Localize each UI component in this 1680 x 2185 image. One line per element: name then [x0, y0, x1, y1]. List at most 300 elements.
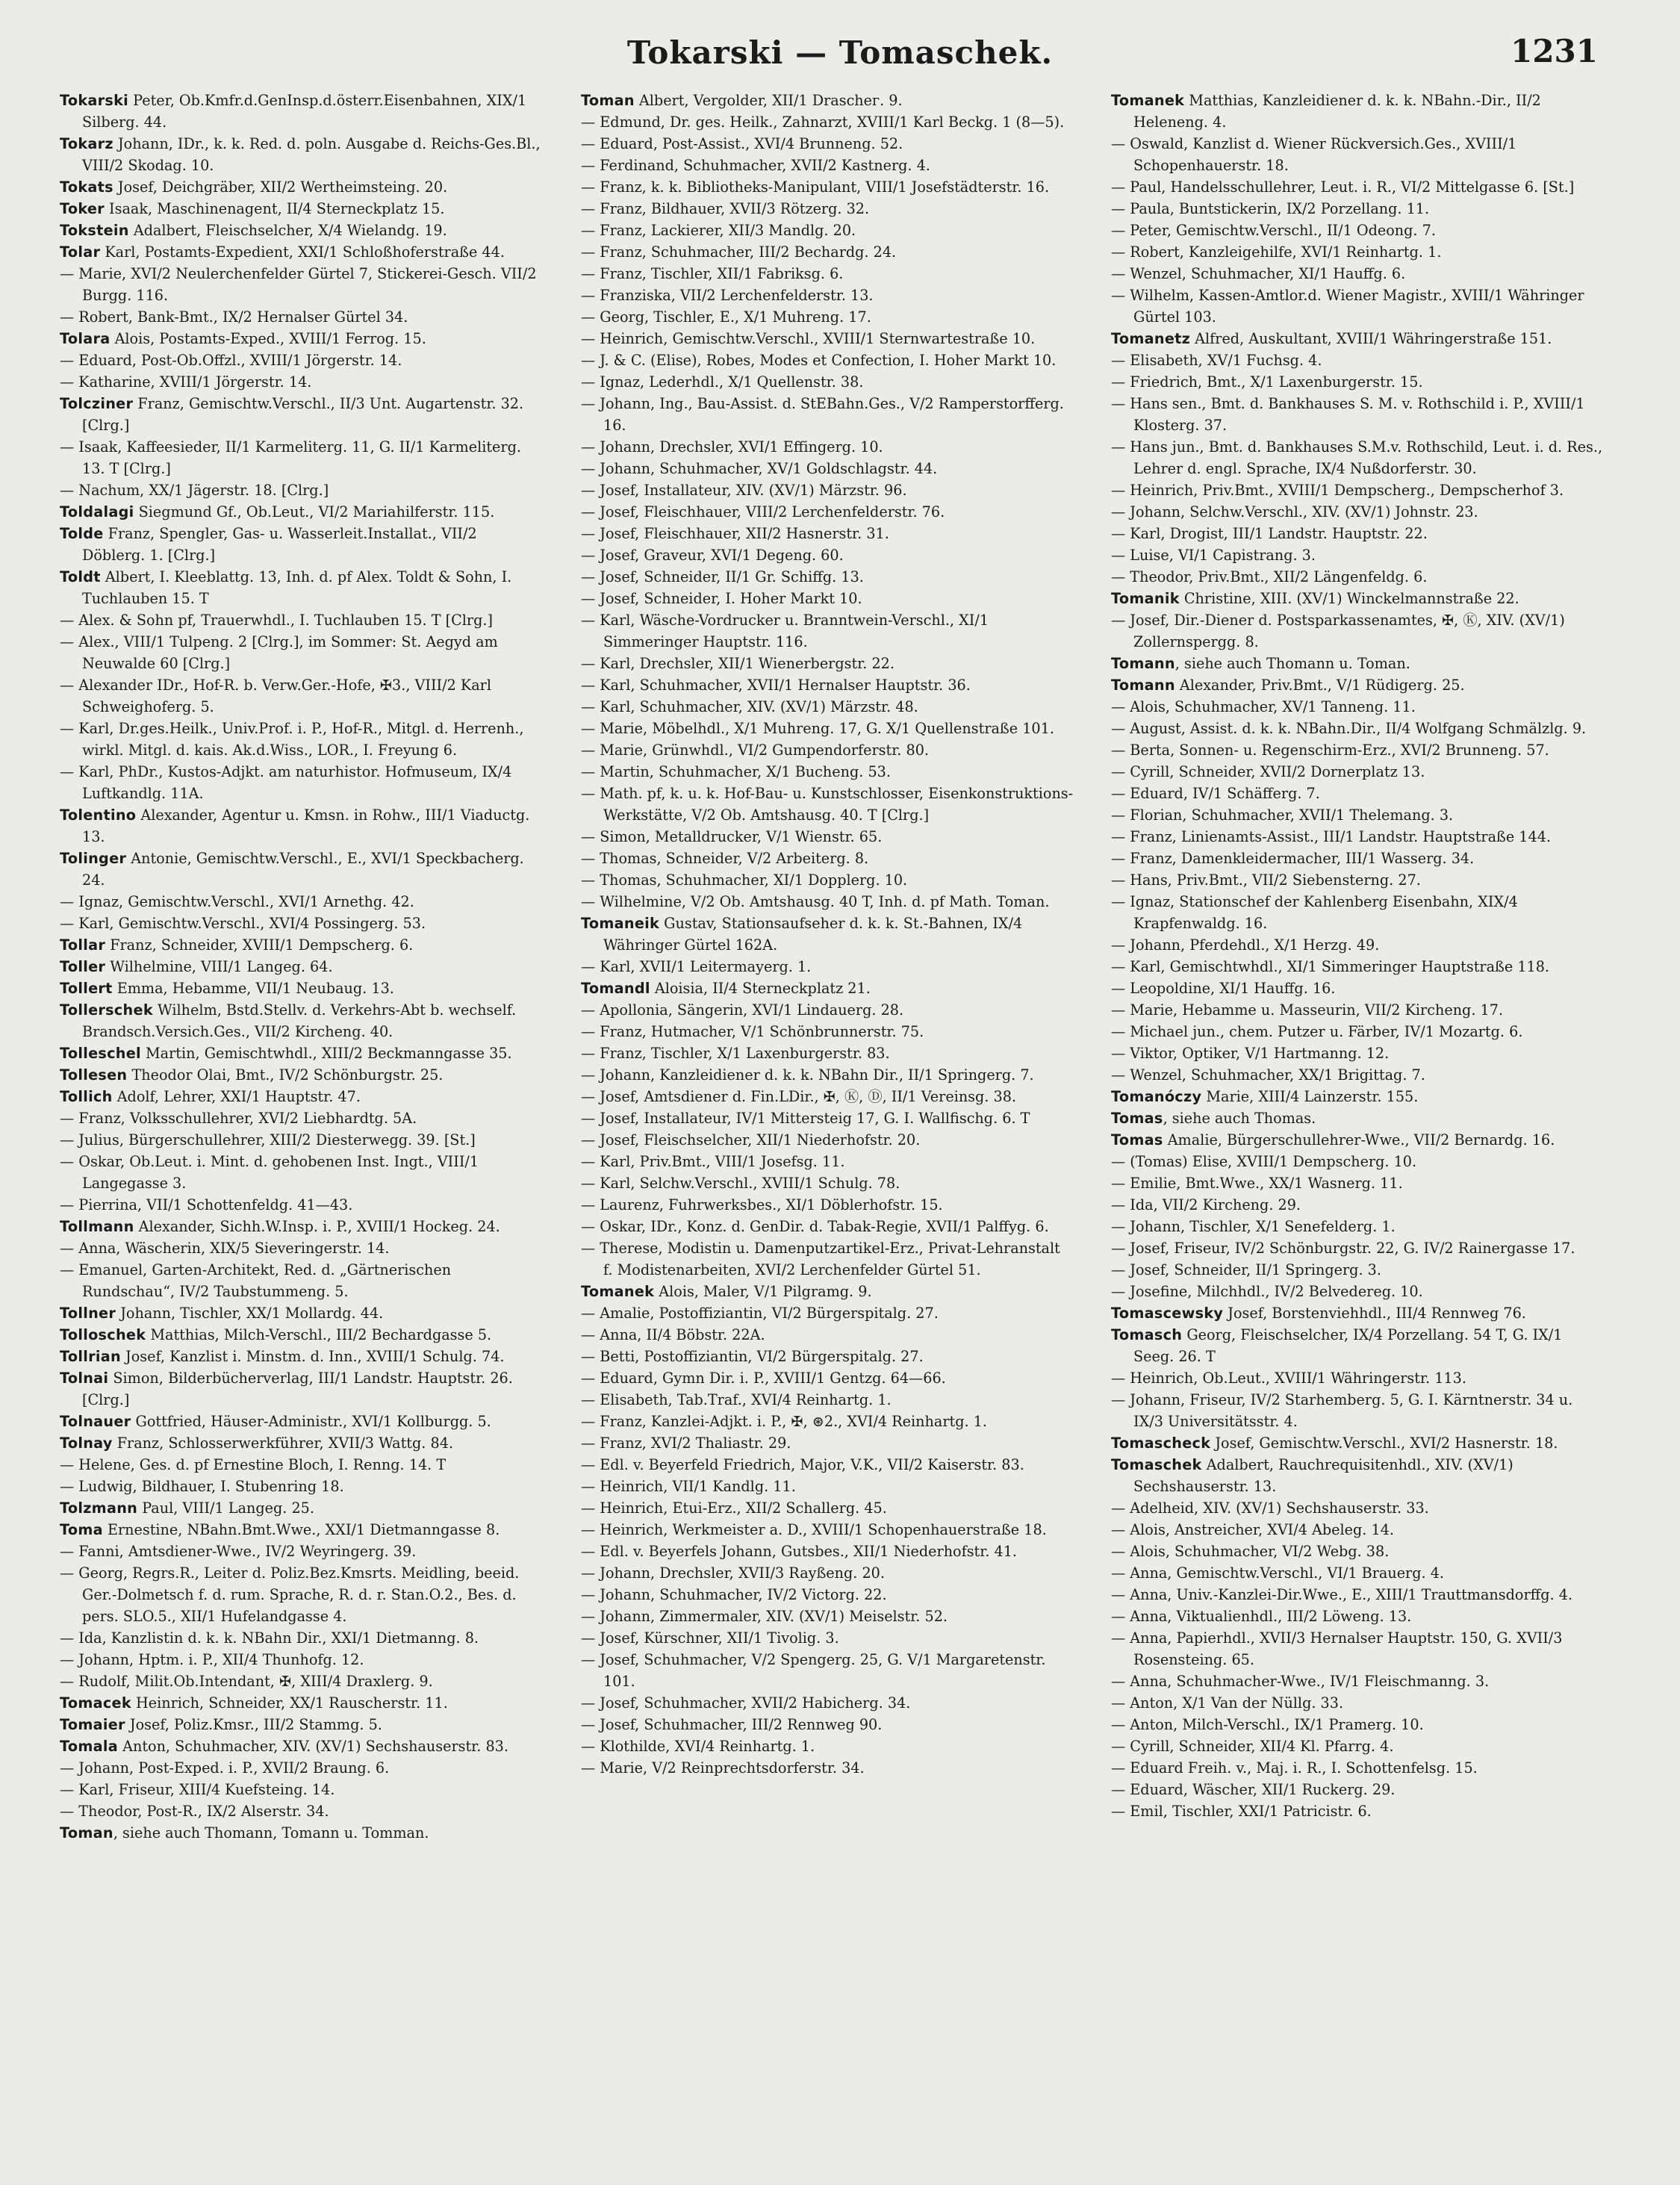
entry-text: — Franz, Volksschullehrer, XVI/2 Liebhardtg. 5A.: [60, 1110, 417, 1127]
entry-text: — Edl. v. Beyerfeld Friedrich, Major, V.K., VII/2 Kaiserstr. 83.: [581, 1456, 1024, 1473]
entry-text: — Karl, Priv.Bmt., VIII/1 Josefsg. 11.: [581, 1153, 845, 1170]
directory-entry: [60, 349, 541, 371]
directory-entry: [60, 999, 541, 1042]
entry-text: — Josef, Schneider, II/1 Springerg. 3.: [1111, 1261, 1381, 1278]
entry-text: Franz, Spengler, Gas- u. Wasserleit.Installat., VII/2 Döblerg. 1. [Clrg.]: [82, 525, 477, 564]
directory-entry: [1111, 1541, 1605, 1562]
entry-text: — Franz, Schuhmacher, III/2 Bechardg. 24.: [581, 243, 897, 261]
directory-entry: [1111, 1151, 1605, 1172]
directory-entry: [581, 674, 1074, 696]
directory-entry: [1111, 566, 1605, 588]
entry-text: — Thomas, Schuhmacher, XI/1 Dopplerg. 10.: [581, 871, 908, 889]
directory-entry: [60, 1476, 541, 1497]
directory-entry: [581, 653, 1074, 674]
directory-entry: [1111, 1324, 1605, 1367]
entry-text: Amalie, Bürgerschullehrer-Wwe., VII/2 Bernardg. 16.: [1163, 1131, 1555, 1149]
entry-text: — Luise, VI/1 Capistrang. 3.: [1111, 547, 1316, 564]
directory-entry: [1111, 891, 1605, 934]
directory-entry: [1111, 1454, 1605, 1497]
directory-entry: [60, 848, 541, 891]
entry-surname: Tomanek: [581, 1283, 655, 1300]
directory-entry: [581, 1194, 1074, 1216]
entry-surname: Toker: [60, 200, 105, 217]
directory-entry: [581, 588, 1074, 609]
directory-entry: [1111, 1172, 1605, 1194]
directory-entry: [581, 263, 1074, 285]
directory-entry: [581, 371, 1074, 393]
entry-text: — Karl, Gemischtwhdl., XI/1 Simmeringer Hauptstraße 118.: [1111, 958, 1550, 975]
directory-entry: [1111, 1757, 1605, 1779]
directory-entry: [581, 1649, 1074, 1692]
entry-text: — Elisabeth, XV/1 Fuchsg. 4.: [1111, 352, 1322, 369]
directory-entry: [1111, 1194, 1605, 1216]
entry-text: — Franz, Damenkleidermacher, III/1 Wasserg. 34.: [1111, 850, 1475, 867]
entry-text: Wilhelm, Bstd.Stellv. d. Verkehrs-Abt b. wechself. Brandsch.Versich.Ges., VII/2 Kircheng. 40.: [82, 1001, 517, 1040]
directory-entry: [60, 1151, 541, 1194]
entry-text: — Johann, Schuhmacher, IV/2 Victorg. 22.: [581, 1586, 887, 1603]
directory-entry: [581, 458, 1074, 479]
entry-text: , siehe auch Thomann u. Toman.: [1175, 655, 1410, 672]
directory-entry: [60, 479, 541, 501]
directory-entry: [60, 1216, 541, 1237]
entry-text: — Johann, Post-Exped. i. P., XVII/2 Braung. 6.: [60, 1759, 390, 1777]
entry-text: — Emil, Tischler, XXI/1 Patricistr. 6.: [1111, 1803, 1372, 1820]
entry-text: — Josef, Fleischselcher, XII/1 Niederhofstr. 20.: [581, 1131, 921, 1149]
directory-entry: [581, 479, 1074, 501]
entry-text: Alexander, Priv.Bmt., V/1 Rüdigerg. 25.: [1175, 677, 1465, 694]
directory-entry: [1111, 1497, 1605, 1519]
entry-text: — Michael jun., chem. Putzer u. Färber, IV/1 Mozartg. 6.: [1111, 1023, 1523, 1040]
entry-text: — Oswald, Kanzlist d. Wiener Rückversich.Ges., XVIII/1 Schopenhauerstr. 18.: [1111, 135, 1517, 174]
entry-surname: Tokstein: [60, 222, 129, 239]
entry-surname: Tokarz: [60, 135, 113, 152]
entry-text: — Josefine, Milchhdl., IV/2 Belvederеg. 10.: [1111, 1283, 1423, 1300]
entry-surname: Tolentino: [60, 806, 137, 824]
directory-entry: [1111, 1237, 1605, 1259]
directory-entry: [60, 1692, 541, 1714]
directory-entry: [1111, 1432, 1605, 1454]
entry-text: — Franz, Bildhauer, XVII/3 Rötzerg. 32.: [581, 200, 870, 217]
directory-entry: [581, 978, 1074, 999]
directory-entry: [60, 1042, 541, 1064]
entry-text: — Anton, Milch-Verschl., IX/1 Pramerg. 10.: [1111, 1716, 1424, 1733]
directory-entry: [1111, 956, 1605, 978]
entry-text: — Wenzel, Schuhmacher, XX/1 Brigittag. 7.: [1111, 1066, 1425, 1084]
directory-entry: [1111, 285, 1605, 328]
directory-entry: [581, 783, 1074, 826]
entry-text: Josef, Kanzlist i. Minstm. d. Inn., XVIII/1 Schulg. 74.: [120, 1348, 505, 1365]
entry-surname: Tollar: [60, 936, 106, 954]
entry-text: Josef, Deichgräber, XII/2 Wertheimsteing. 20.: [113, 178, 448, 196]
directory-entry: [60, 978, 541, 999]
directory-entry: [581, 1432, 1074, 1454]
entry-text: — Ferdinand, Schuhmacher, XVII/2 Kastnerg. 4.: [581, 157, 930, 174]
directory-entry: [60, 393, 541, 436]
entry-surname: Tolde: [60, 525, 104, 542]
directory-entry: [60, 1367, 541, 1411]
directory-entry: [1111, 1367, 1605, 1389]
entry-text: — Berta, Sonnen- u. Regenschirm-Erz., XVI/2 Brunneng. 57.: [1111, 742, 1549, 759]
directory-entry: [60, 1822, 541, 1844]
entry-text: — Johann, Hptm. i. P., XII/4 Thunhofg. 12.: [60, 1651, 364, 1668]
directory-entry: [581, 761, 1074, 783]
entry-text: — Josef, Amtsdiener d. Fin.LDir., ✠, Ⓚ, Ⓓ, II/1 Vereinsg. 38.: [581, 1088, 1017, 1105]
directory-entry: [1111, 1519, 1605, 1541]
entry-surname: Tollner: [60, 1305, 116, 1322]
entry-text: — Elisabeth, Tab.Traf., XVI/4 Reinhartg. 1.: [581, 1391, 892, 1408]
entry-text: Emma, Hebamme, VII/1 Neubaug. 13.: [112, 980, 394, 997]
entry-surname: Toma: [60, 1521, 103, 1538]
entry-text: — Franz, Tischler, XII/1 Fabriksg. 6.: [581, 265, 844, 282]
column-left: [60, 90, 541, 2173]
directory-entry: [60, 1129, 541, 1151]
directory-entry: [1111, 241, 1605, 263]
directory-entry: [581, 1735, 1074, 1757]
entry-surname: Tomas: [1111, 1110, 1163, 1127]
directory-entry: [60, 436, 541, 479]
directory-entry: [581, 999, 1074, 1021]
directory-entry: [60, 1627, 541, 1649]
entry-text: Josef, Borstenviehhdl., III/4 Rennweg 76.: [1223, 1305, 1526, 1322]
directory-entry: [1111, 1259, 1605, 1281]
entry-surname: Tomascheck: [1111, 1435, 1211, 1452]
directory-entry: [581, 1216, 1074, 1237]
entry-surname: Tolinger: [60, 850, 127, 867]
entry-text: — Ignaz, Stationschef der Kahlenberg Eisenbahn, XIX/4 Krapfenwaldg. 16.: [1111, 893, 1518, 932]
directory-entry: [1111, 1021, 1605, 1042]
entry-text: — Heinrich, Etui-Erz., XII/2 Schallerg. 45.: [581, 1499, 887, 1517]
directory-entry: [60, 1562, 541, 1627]
entry-text: — Johann, Zimmermaler, XIV. (XV/1) Meiselstr. 52.: [581, 1608, 948, 1625]
directory-entry: [1111, 1042, 1605, 1064]
entry-text: Heinrich, Schneider, XX/1 Rauscherstr. 11.: [131, 1694, 448, 1712]
entry-text: — Johann, Schuhmacher, XV/1 Goldschlagstr. 44.: [581, 460, 938, 477]
entry-text: — Katharine, XVIII/1 Jörgerstr. 14.: [60, 373, 312, 391]
directory-entry: [1111, 1302, 1605, 1324]
directory-entry: [581, 1172, 1074, 1194]
directory-entry: [1111, 1216, 1605, 1237]
entry-text: — Josef, Installateur, XIV. (XV/1) Märzstr. 96.: [581, 482, 907, 499]
entry-surname: Tolloschek: [60, 1326, 146, 1343]
directory-entry: [1111, 1692, 1605, 1714]
entry-text: — Marie, Möbelhdl., X/1 Muhreng. 17, G. X/1 Quellenstraße 101.: [581, 720, 1054, 737]
directory-entry: [581, 1021, 1074, 1042]
entry-text: — Johann, Selchw.Verschl., XIV. (XV/1) Johnstr. 23.: [1111, 503, 1478, 520]
entry-text: — Karl, Gemischtw.Verschl., XVI/4 Possingerg. 53.: [60, 915, 426, 932]
entry-surname: Tollmann: [60, 1218, 134, 1235]
entry-surname: Tomala: [60, 1738, 118, 1755]
directory-entry: [581, 1237, 1074, 1281]
entry-text: — Friedrich, Bmt., X/1 Laxenburgerstr. 15.: [1111, 373, 1423, 391]
directory-entry: [1111, 393, 1605, 436]
directory-entry: [1111, 1606, 1605, 1627]
entry-text: Johann, Tischler, XX/1 Mollardg. 44.: [116, 1305, 384, 1322]
entry-text: — Franz, XVI/2 Thaliastr. 29.: [581, 1435, 791, 1452]
directory-entry: [1111, 718, 1605, 739]
directory-entry: [60, 674, 541, 718]
directory-entry: [581, 111, 1074, 133]
entry-text: — Alois, Anstreicher, XVI/4 Abeleg. 14.: [1111, 1521, 1395, 1538]
entry-surname: Tomascewsky: [1111, 1305, 1224, 1322]
entry-text: — Franziska, VII/2 Lerchenfelderstr. 13.: [581, 287, 874, 304]
entry-text: — Anna, Gemischtw.Verschl., VI/1 Brauerg. 4.: [1111, 1564, 1445, 1582]
entry-text: Peter, Ob.Kmfr.d.GenInsp.d.österr.Eisenbahnen, XIX/1 Silberg. 44.: [82, 92, 527, 131]
entry-surname: Tomanetz: [1111, 330, 1191, 347]
directory-entry: [60, 1519, 541, 1541]
entry-text: — Marie, V/2 Reinprechtsdorferstr. 34.: [581, 1759, 865, 1777]
entry-surname: Tollrian: [60, 1348, 121, 1365]
directory-entry: [581, 826, 1074, 848]
entry-text: — Hans, Priv.Bmt., VII/2 Siebensterng. 27.: [1111, 871, 1421, 889]
entry-text: — Josef, Schuhmacher, V/2 Spengerg. 25, G. V/1 Margaretenstr. 101.: [581, 1651, 1046, 1690]
entry-text: — Rudolf, Milit.Ob.Intendant, ✠, XIII/4 Draxlerg. 9.: [60, 1673, 433, 1690]
directory-entry: [581, 1281, 1074, 1302]
entry-text: — Martin, Schuhmacher, X/1 Buchеng. 53.: [581, 763, 891, 780]
entry-text: — Karl, Drechsler, XII/1 Wienerbergstr. 22.: [581, 655, 895, 672]
entry-text: — Oskar, IDr., Konz. d. GenDir. d. Tabak-Regie, XVII/1 Palffyg. 6.: [581, 1218, 1049, 1235]
entry-text: Karl, Postamts-Expedient, XXI/1 Schloßhoferstraße 44.: [100, 243, 505, 261]
entry-text: — Josef, Schneider, II/1 Gr. Schiffg. 13.: [581, 568, 864, 585]
entry-surname: Tomann: [1111, 677, 1175, 694]
entry-surname: Tomasch: [1111, 1326, 1183, 1343]
entry-text: — Karl, Schuhmacher, XIV. (XV/1) Märzstr. 48.: [581, 698, 918, 715]
entry-text: Matthias, Milch-Verschl., III/2 Bechardgasse 5.: [146, 1326, 492, 1343]
page-number: 1231: [1511, 33, 1598, 69]
entry-surname: Tolzmann: [60, 1499, 138, 1517]
entry-text: — Josef, Dir.-Diener d. Postsparkassenamtes, ✠, Ⓚ, XIV. (XV/1) Zollernspergg. 8.: [1111, 612, 1565, 650]
entry-surname: Tomanik: [1111, 590, 1180, 607]
directory-entry: [1111, 1800, 1605, 1822]
directory-entry: [1111, 349, 1605, 371]
directory-entry: [581, 1584, 1074, 1606]
entry-text: Ernestine, NBahn.Bmt.Wwe., XXI/1 Dietmanngasse 8.: [102, 1521, 500, 1538]
directory-entry: [60, 241, 541, 263]
entry-surname: Tollesen: [60, 1066, 128, 1084]
entry-surname: Tomaschek: [1111, 1456, 1202, 1473]
entry-text: , siehe auch Thomann, Tomann u. Tomman.: [113, 1824, 429, 1841]
entry-text: — Anna, Schuhmacher-Wwe., IV/1 Fleischmanng. 3.: [1111, 1673, 1490, 1690]
entry-surname: Tolara: [60, 330, 111, 347]
entry-text: — Franz, k. k. Bibliotheks-Manipulant, VIII/1 Josefstädterstr. 16.: [581, 178, 1050, 196]
directory-entry: [60, 198, 541, 220]
directory-entry: [581, 436, 1074, 458]
entry-text: — Josef, Installateur, IV/1 Mittersteig 17, G. I. Wallfischg. 6. T: [581, 1110, 1030, 1127]
entry-text: — Amalie, Postoffizіantin, VI/2 Bürgerspitalg. 27.: [581, 1305, 939, 1322]
directory-entry: [60, 1064, 541, 1086]
entry-text: Christine, XIII. (XV/1) Winckelmannstraße 22.: [1179, 590, 1519, 607]
entry-text: — Adelheid, XIV. (XV/1) Sechshauserstr. 33.: [1111, 1499, 1429, 1517]
directory-entry: [1111, 1627, 1605, 1670]
directory-entry: [60, 1107, 541, 1129]
entry-text: — Oskar, Ob.Leut. i. Mint. d. gehobenen Inst. Ingt., VIII/1 Langegasse 3.: [60, 1153, 479, 1192]
directory-entry: [1111, 696, 1605, 718]
entry-text: Georg, Fleischselcher, IX/4 Porzellang. 54 T, G. IX/1 Seeg. 26. T: [1133, 1326, 1563, 1365]
directory-entry: [60, 1302, 541, 1324]
entry-text: — Eduard, Wäscher, XII/1 Ruckerg. 29.: [1111, 1781, 1396, 1798]
directory-entry: [581, 1064, 1074, 1086]
directory-entry: [1111, 1735, 1605, 1757]
directory-entry: [1111, 1779, 1605, 1800]
entry-text: — Anton, X/1 Van der Nüllg. 33.: [1111, 1694, 1344, 1712]
entry-text: Simon, Bilderbücherverlag, III/1 Landstr. Hauptstr. 26. [Clrg.]: [82, 1370, 513, 1408]
directory-entry: [1111, 588, 1605, 609]
entry-text: — Edmund, Dr. ges. Heilk., Zahnarzt, XVIII/1 Karl Beckg. 1 (8—5).: [581, 114, 1065, 131]
directory-entry: [581, 1302, 1074, 1324]
entry-text: — Franz, Lackierer, XII/3 Mandlg. 20.: [581, 222, 856, 239]
entry-text: Aloisia, II/4 Sterneckplatz 21.: [650, 980, 871, 997]
entry-surname: Tomacek: [60, 1694, 131, 1712]
directory-entry: [581, 501, 1074, 523]
directory-entry: [1111, 869, 1605, 891]
directory-entry: [1111, 1086, 1605, 1107]
entry-text: — Georg, Tischler, E., X/1 Muhreng. 17.: [581, 308, 871, 326]
directory-entry: [581, 176, 1074, 198]
directory-entry: [581, 869, 1074, 891]
entry-text: — Josef, Fleischhauer, VIII/2 Lerchenfelderstr. 76.: [581, 503, 945, 520]
entry-surname: Tollerschek: [60, 1001, 153, 1019]
column-middle: [581, 90, 1074, 2173]
directory-entry: [1111, 1129, 1605, 1151]
directory-entry: [581, 1389, 1074, 1411]
entry-surname: Toman: [581, 92, 635, 109]
entry-text: Martin, Gemischtwhdl., XIII/2 Beckmanngasse 35.: [140, 1045, 512, 1062]
directory-entry: [1111, 479, 1605, 501]
entry-text: — Cyrill, Schneider, XVII/2 Dornerplatz 13.: [1111, 763, 1425, 780]
directory-entry: [1111, 523, 1605, 544]
entry-text: — Anna, II/4 Böbstr. 22A.: [581, 1326, 765, 1343]
directory-entry: [60, 804, 541, 848]
entry-text: — Karl, Friseur, XIII/4 Kuefsteing. 14.: [60, 1781, 335, 1798]
entry-text: — Simon, Metalldrucker, V/1 Wienstr. 65.: [581, 828, 883, 845]
directory-entry: [581, 198, 1074, 220]
directory-entry: [1111, 1389, 1605, 1432]
entry-surname: Tolleschel: [60, 1045, 141, 1062]
entry-text: — Laurenz, Fuhrwerksbes., XI/1 Döblerhofstr. 15.: [581, 1196, 943, 1213]
directory-entry: [60, 1735, 541, 1757]
entry-text: — Therese, Modistin u. Damenputzartikel-Erz., Privat-Lehranstalt f. Modistenarbeiten, XVI/2 Lerchenfelder Gürtel 51.: [581, 1240, 1060, 1278]
entry-text: — Ignaz, Gemischtw.Verschl., XVI/1 Arnethg. 42.: [60, 893, 414, 910]
entry-text: — Peter, Gemischtw.Verschl., II/1 Odeong. 7.: [1111, 222, 1436, 239]
column-right: [1111, 90, 1605, 2173]
entry-text: — Franz, Kanzlei-Adjkt. i. P., ✠, ⊛2., XVI/4 Reinhartg. 1.: [581, 1413, 987, 1430]
entry-surname: Toller: [60, 958, 106, 975]
page-header: [0, 30, 1680, 90]
entry-text: Josef, Poliz.Kmsr., III/2 Stammg. 5.: [125, 1716, 382, 1733]
entry-text: — Ignaz, Lederhdl., X/1 Quellenstr. 38.: [581, 373, 864, 391]
entry-text: Alexander, Agentur u. Kmsn. in Rohw., III/1 Viaductg. 13.: [82, 806, 530, 845]
entry-text: — Florian, Schuhmacher, XVII/1 Thelemang. 3.: [1111, 806, 1454, 824]
entry-surname: Toldt: [60, 568, 101, 585]
entry-text: — Eduard, IV/1 Schäfferg. 7.: [1111, 785, 1320, 802]
entry-text: — Leopoldine, XI/1 Hauffg. 16.: [1111, 980, 1336, 997]
entry-surname: Tolnay: [60, 1435, 113, 1452]
entry-text: — Robert, Kanzleigehilfe, XVI/1 Reinhartg. 1.: [1111, 243, 1442, 261]
page-title: Tokarski — Tomaschek.: [626, 34, 1054, 71]
entry-text: Alfred, Auskultant, XVIII/1 Währingerstraße 151.: [1190, 330, 1552, 347]
entry-text: Alois, Postamts-Exped., XVIII/1 Ferrog. 15.: [110, 330, 426, 347]
entry-text: — Theodor, Post-R., IX/2 Alserstr. 34.: [60, 1803, 329, 1820]
entry-text: Alois, Maler, V/1 Pilgramg. 9.: [654, 1283, 872, 1300]
entry-text: — Emanuel, Garten-Architekt, Red. d. „Gärtnerischen Rundschau“, IV/2 Taubstummeng. 5.: [60, 1261, 452, 1300]
directory-entry: [581, 848, 1074, 869]
entry-text: Adalbert, Rauchrequisitenhdl., XIV. (XV/1) Sechshauserstr. 13.: [1133, 1456, 1513, 1495]
entry-text: — Ludwig, Bildhauer, I. Stubenring 18.: [60, 1478, 344, 1495]
directory-entry: [1111, 804, 1605, 826]
entry-text: — Heinrich, VII/1 Kandlg. 11.: [581, 1478, 796, 1495]
entry-surname: Tomanek: [1111, 92, 1185, 109]
directory-entry: [581, 956, 1074, 978]
directory-entry: [60, 1779, 541, 1800]
directory-entry: [60, 566, 541, 609]
directory-entry: [581, 1151, 1074, 1172]
entry-text: Antonie, Gemischtw.Verschl., E., XVI/1 Speckbacherg. 24.: [82, 850, 524, 889]
entry-surname: Toldalagi: [60, 503, 134, 520]
directory-entry: [60, 1324, 541, 1346]
directory-entry: [581, 913, 1074, 956]
entry-text: — Georg, Regrs.R., Leiter d. Poliz.Bez.Kmsrts. Meidling, beeid. Ger.-Dolmetsch f. d. rum. Sprache, R. d. r. Stan.O.2., Bes. d. pers. SLO.5., XII/1 Hufelandgasse 4.: [60, 1564, 520, 1625]
directory-entry: [581, 241, 1074, 263]
directory-entry: [581, 609, 1074, 653]
entry-text: — Cyrill, Schneider, XII/4 Kl. Pfarrg. 4.: [1111, 1738, 1394, 1755]
entry-text: — Paula, Buntstickerin, IX/2 Porzellang. 11.: [1111, 200, 1430, 217]
entry-text: — Eduard, Gymn Dir. i. P., XVIII/1 Gentzg. 64—66.: [581, 1370, 946, 1387]
directory-entry: [1111, 176, 1605, 198]
directory-entry: [581, 718, 1074, 739]
directory-entry: [1111, 783, 1605, 804]
entry-text: — Josef, Friseur, IV/2 Schönburgstr. 22, G. IV/2 Rainergasse 17.: [1111, 1240, 1575, 1257]
entry-text: — Hans jun., Bmt. d. Bankhauses S.M.v. Rothschild, Leut. i. d. Res., Lehrer d. engl. Sprache, IX/4 Nußdorferstr. 30.: [1111, 438, 1603, 477]
entry-text: Franz, Gemischtw.Verschl., II/3 Unt. Augartenstr. 32. [Clrg.]: [82, 395, 524, 434]
entry-text: — Johann, Pferdehdl., X/1 Herzg. 49.: [1111, 936, 1380, 954]
directory-entry: [581, 1454, 1074, 1476]
directory-entry: [60, 1649, 541, 1670]
entry-surname: Tolcziner: [60, 395, 134, 412]
entry-text: — Marie, Hebamme u. Masseurin, VII/2 Kircheng. 17.: [1111, 1001, 1504, 1019]
entry-text: Adolf, Lehrer, XXI/1 Hauptstr. 47.: [112, 1088, 361, 1105]
entry-text: — Josef, Schuhmacher, III/2 Rennweg 90.: [581, 1716, 883, 1733]
directory-entry: [60, 1411, 541, 1432]
entry-text: — Heinrich, Gemischtw.Verschl., XVIII/1 Sternwartestraße 10.: [581, 330, 1036, 347]
entry-text: — Pierrina, VII/1 Schottenfeldg. 41—43.: [60, 1196, 353, 1213]
entry-text: — Marie, Grünwhdl., VI/2 Gumpendorferstr. 80.: [581, 742, 929, 759]
entry-surname: Tollich: [60, 1088, 113, 1105]
directory-entry: [581, 1042, 1074, 1064]
entry-surname: Tokarski: [60, 92, 129, 109]
directory-entry: [1111, 436, 1605, 479]
entry-text: — Franz, Hutmacher, V/1 Schönbrunnerstr. 75.: [581, 1023, 924, 1040]
entry-text: Matthias, Kanzleidiener d. k. k. NBahn.-Dir., II/2 Heleneng. 4.: [1133, 92, 1541, 131]
directory-entry: [1111, 1064, 1605, 1086]
directory-entry: [1111, 90, 1605, 133]
entry-text: Josef, Gemischtw.Verschl., XVI/2 Hasnerstr. 18.: [1210, 1435, 1558, 1452]
entry-surname: Tolar: [60, 243, 101, 261]
directory-entry: [60, 718, 541, 761]
entry-text: — Marie, XVI/2 Neulerchenfelder Gürtel 7, Stickerei-Gesch. VII/2 Burgg. 116.: [60, 265, 537, 304]
directory-entry: [581, 1519, 1074, 1541]
directory-entry: [1111, 263, 1605, 285]
directory-entry: [581, 739, 1074, 761]
directory-entry: [1111, 999, 1605, 1021]
directory-entry: [60, 306, 541, 328]
directory-entry: [1111, 978, 1605, 999]
entry-text: — (Tomas) Elise, XVIII/1 Dempscherg. 10.: [1111, 1153, 1417, 1170]
directory-entry: [60, 631, 541, 674]
entry-text: Franz, Schlosserwerkführer, XVII/3 Wattg. 84.: [112, 1435, 454, 1452]
directory-entry: [581, 891, 1074, 913]
directory-entry: [60, 1346, 541, 1367]
entry-text: Isaak, Maschinenagent, II/4 Sterneckplatz 15.: [104, 200, 445, 217]
directory-entry: [60, 761, 541, 804]
